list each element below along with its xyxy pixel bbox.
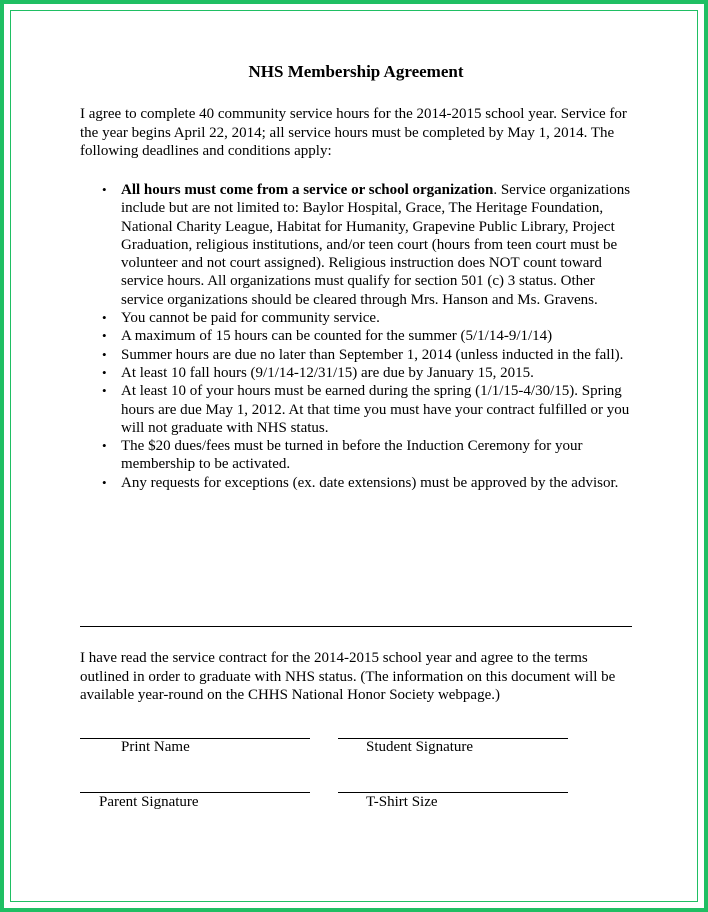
list-item-bold: All hours must come from a service or school organization <box>121 182 494 198</box>
bullet-icon: • <box>102 182 107 197</box>
list-item <box>80 382 632 437</box>
list-item-text: . Service organizations include but are not limited to: Baylor Hospital, Grace, The Heritage Foundation, National Charity League, Habitat for Humanity, Grapevine Public Library, Project Graduation, religious institutions, and/or teen court (hours from teen court must be volunteer and not court assigned). Religious instruction does NOT count toward service hours. All organizations must qualify for section 501 (c) 3 status. Other service organizations should be cleared through Mrs. Hanson and Ms. Gravens. <box>121 182 631 308</box>
list-item <box>80 181 632 309</box>
bullet-icon: • <box>102 364 107 380</box>
section-divider <box>80 626 632 627</box>
list-item <box>80 327 632 345</box>
list-item <box>80 346 632 364</box>
list-item <box>80 437 632 474</box>
list-item <box>80 474 632 492</box>
bullet-icon: • <box>102 383 107 399</box>
list-item-text: At least 10 of your hours must be earned during the spring (1/1/15-4/30/15). Spring hours are due May 1, 2012. At that time you must have your contract fulfilled or you will not graduate with NHS status. <box>121 383 630 436</box>
list-item-text: Summer hours are due no later than September 1, 2014 (unless inducted in the fall). <box>121 346 624 363</box>
print-name-label: Print Name <box>121 739 190 755</box>
conditions-list <box>80 181 632 492</box>
list-item <box>80 309 632 327</box>
student-signature-label: Student Signature <box>366 739 474 755</box>
tshirt-size-label: T-Shirt Size <box>366 794 438 810</box>
tshirt-size-line[interactable] <box>338 792 568 793</box>
print-name-line[interactable] <box>80 738 310 739</box>
list-item-text: You cannot be paid for community service. <box>121 310 380 327</box>
bullet-icon: • <box>102 346 107 362</box>
list-item-text: The $20 dues/fees must be turned in before the Induction Ceremony for your membership to be activated. <box>121 438 583 473</box>
list-item-text: Any requests for exceptions (ex. date extensions) must be approved by the advisor. <box>121 474 619 491</box>
agreement-paragraph: I have read the service contract for the 2014-2015 school year and agree to the terms outlined in order to graduate with NHS status. (The information on this document will be available year-round on the CHHS National Honor Society webpage.) <box>80 650 616 703</box>
list-item-text: A maximum of 15 hours can be counted for the summer (5/1/14-9/1/14) <box>121 328 553 345</box>
bullet-icon: • <box>102 438 107 454</box>
intro-paragraph: I agree to complete 40 community service hours for the 2014-2015 school year. Service for the year begins April 22, 2014; all service hours must be completed by May 1, 2014. The following deadlines and conditions apply: <box>80 106 627 159</box>
list-item <box>80 364 632 382</box>
bullet-icon: • <box>102 310 107 326</box>
document-title: NHS Membership Agreement <box>248 62 464 81</box>
bullet-icon: • <box>102 474 107 490</box>
list-item-text: At least 10 fall hours (9/1/14-12/31/15) are due by January 15, 2015. <box>121 364 534 381</box>
parent-signature-label: Parent Signature <box>99 794 199 810</box>
parent-signature-line[interactable] <box>80 792 310 793</box>
bullet-icon: • <box>102 328 107 344</box>
